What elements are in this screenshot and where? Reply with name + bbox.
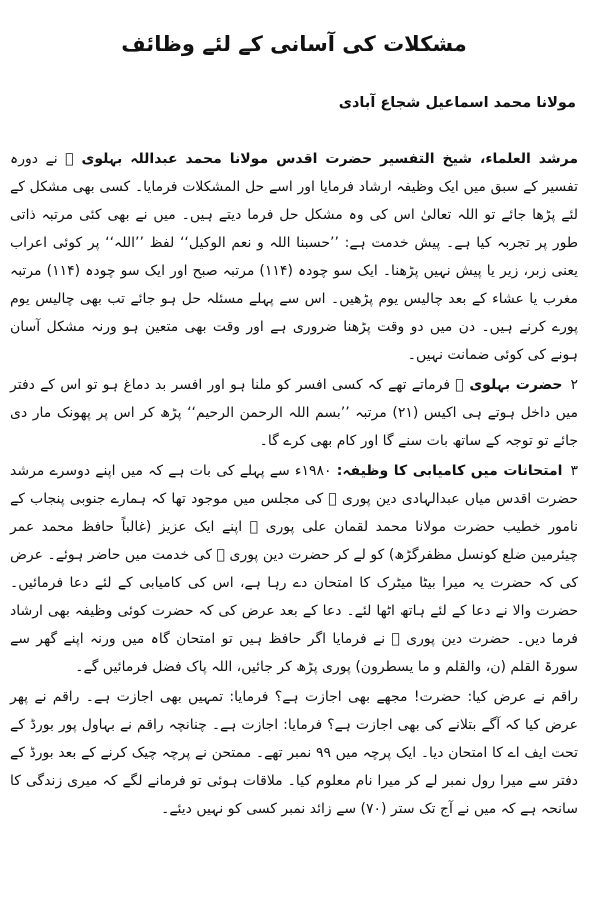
paragraph-3 xyxy=(10,457,578,681)
author-name: مولانا محمد اسماعیل شجاع آبادی xyxy=(338,95,576,111)
paragraph-3-number: ۳ xyxy=(570,463,578,479)
document-page xyxy=(10,0,578,920)
page-title: مشکلات کی آسانی کے لئے وظائف xyxy=(121,32,467,56)
paragraph-1-text: نے دورہ تفسیر کے سبق میں ایک وظیفہ ارشاد فرمایا اور اسے حل المشکلات فرمایا۔ کسی بھی مشکل کے لئے پڑھا جائے تو اللہ تعالیٰ اس کی وہ مشکل حل فرما دیتے ہیں۔ میں نے بھی کئی مرتبہ ذاتی طور پر تجربہ کیا ہے۔ پیش خدمت ہے: ’’حسبنا اللہ و نعم الوکیل‘‘ لفظ ’’اللہ‘‘ پر کوئی اعراب یعنی زبر، زیر یا پیش نہیں پڑھنا۔ ایک سو چودہ (۱۱۴) مرتبہ صبح اور ایک سو چودہ (۱۱۴) مرتبہ مغرب یا عشاء کے بعد چالیس یوم پڑھیں۔ اس سے پہلے مسئلہ حل ہو جائے تب بھی چالیس یوم پورے کرنے ہیں۔ دن میں دو وقت پڑھنا ضروری ہے اور وقت بھی متعین ہو ورنہ مشکل آسان ہونے کی کوئی ضمانت نہیں۔ xyxy=(10,151,578,363)
paragraph-2-number: ۲ xyxy=(570,377,578,393)
paragraph-2-lead: حضرت بہلوی ﷫ xyxy=(455,377,563,393)
paragraph-1 xyxy=(10,145,578,369)
paragraph-3-lead: امتحانات میں کامیابی کا وظیفہ: xyxy=(336,463,563,479)
paragraph-1-lead: مرشد العلماء، شیخ التفسیر حضرت اقدس مولانا محمد عبداللہ بہلوی ﷫ xyxy=(65,151,578,167)
paragraph-3-text: ۱۹۸۰ء سے پہلے کی بات ہے کہ میں اپنے دوسرے مرشد حضرت اقدس میاں عبدالہادی دین پوری ﷫ کی مجلس میں موجود تھا کہ ہمارے جنوبی پنجاب کے نامور خطیب حضرت مولانا محمد لقمان علی پوری ﷫ اپنے ایک عزیز (غالباً حافظ محمد عمر چیئرمین ضلع کونسل مظفرگڑھ) کو لے کر حضرت دین پوری ﷫ کی خدمت میں حاضر ہوئے۔ عرض کی کہ حضرت یہ میرا بیٹا میٹرک کا امتحان دے رہا ہے، اس کی کامیابی کے لئے دعا فرمائیں۔ حضرت والا نے دعا کے لئے ہاتھ اٹھا لئے۔ دعا کے بعد عرض کی کہ حضرت کوئی وظیفہ بھی ارشاد فرما دیں۔ حضرت دین پوری ﷫ نے فرمایا اگر حافظ ہیں تو امتحان گاہ میں ورنہ اپنے گھر سے سورۃ القلم (ن، والقلم و ما یسطرون) پوری پڑھ کر جائیں، اللہ پاک فضل فرمائیں گے۔ xyxy=(10,463,578,675)
paragraph-2 xyxy=(10,371,578,455)
paragraph-4-text: راقم نے عرض کیا: حضرت! مجھے بھی اجازت ہے؟ فرمایا: تمہیں بھی اجازت ہے۔ راقم نے پھر عرض کیا کہ آگے بتلانے کی بھی اجازت ہے؟ فرمایا: اجازت ہے۔ چنانچہ راقم نے بہاول پور بورڈ کے تحت ایف اے کا امتحان دیا۔ ایک پرچہ میں ۹۹ نمبر تھے۔ ممتحن نے پرچہ چیک کرنے کے بعد بورڈ کے دفتر سے میرا رول نمبر لے کر میرا نام معلوم کیا۔ ملاقات ہوئی تو فرمانے لگے کہ میری زندگی کا سانحہ ہے کہ میں نے آج تک ستر (۷۰) سے زائد نمبر کسی کو نہیں دیئے۔ xyxy=(10,689,578,817)
paragraph-2-text: فرماتے تھے کہ کسی افسر کو ملنا ہو اور افسر بد دماغ ہو تو اس کے دفتر میں داخل ہوتے ہی اکیس (۲۱) مرتبہ ’’بسم اللہ الرحمن الرحیم‘‘ پڑھ کر اس پر پھونک مار دی جائے تو توجہ کے ساتھ بات سنے گا اور کام بھی کرے گا۔ xyxy=(10,377,579,449)
article-body xyxy=(10,145,578,823)
paragraph-4 xyxy=(10,683,578,823)
